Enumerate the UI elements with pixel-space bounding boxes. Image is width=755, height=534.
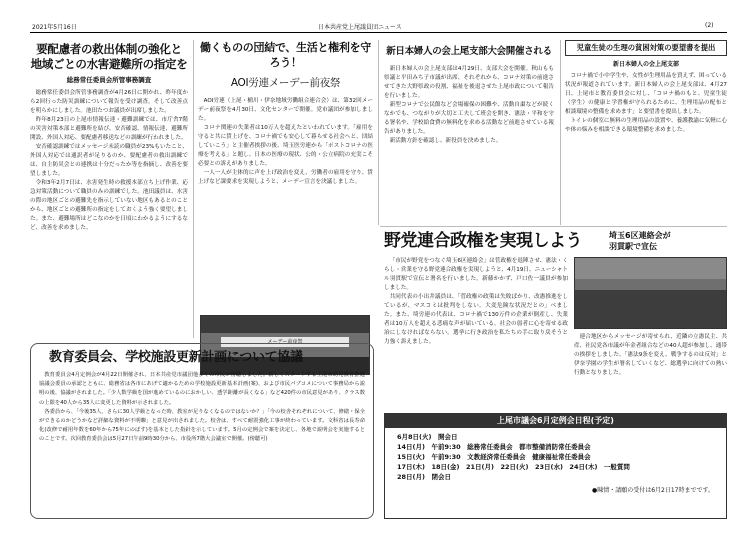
schedule-note: ●陳情・請願の受付は6月2日17時までです。 bbox=[591, 487, 714, 494]
side-title-line: 羽貫駅で宣伝 bbox=[609, 242, 657, 251]
paragraph: 連合地区からメッセージが寄せられ、近隣の立憲民主、共産、社民党各市議が年金者組合などの40人超が参加し、通帯の挨拶をしました。「憲法9条を変え、戦争するのは反対」と伊奈学園の学生が署名していくなど、総選挙に向けての熱い行動となりました。 bbox=[574, 334, 727, 376]
paragraph: 令和3年2月7日は、水害発生時の救援本部立ち上げ作業、応急対策活動について職員のみの訓練でした。池田議員は、水害の際の地区ごとの避難先を指示していない地区もあるとのことから、地区ごとの避難所の指定をしておくよう強く要望しました。また、避難場所はどこなのかを日頃にわかるようにするなど、改善を求めました。 bbox=[30, 180, 188, 231]
paragraph: 「市民が野党をつなぐ埼玉6区連絡会」は菅政権を退陣させ、憲法・くらし・営業を守る野党連合政権を実現しようと、4月19日、ニューシャトル羽貫駅で宣伝と署名を行いました。新藤かかず、戸口佐一議員が参加しました。 bbox=[384, 258, 568, 291]
article-body bbox=[198, 97, 373, 255]
article-title: 要配慮者の救出体制の強化と bbox=[36, 42, 182, 56]
article-subtitle: 総務常任委員会所管事務調査 bbox=[66, 76, 152, 84]
issue-date: 2021年5月16日 bbox=[32, 24, 77, 31]
column-divider bbox=[193, 40, 194, 338]
paragraph: 新活動方針を確認し、新役員を決めました。 bbox=[389, 138, 502, 144]
paragraph: 昨年8月23日の上尾市情報伝達・避難訓練では、市庁舎7階の災害対策本部と避難所を結び、安否確認、情報伝達、避難所開設、外国人対応、要配慮者移送などの訓練が行われました。 bbox=[30, 117, 188, 141]
article-title: 新日本婦人の会上尾支部大会開催される bbox=[386, 46, 552, 57]
paper-name: 日本共産党上尾議員団ニュース bbox=[318, 24, 402, 31]
paragraph: 共同代表の小出井議員は、「菅政権の政策は失敗ばかり、改憲推進をしているが、マスコミは批判をしない。大変危険な状況だとの」べました。また、埼労連の代表は、コロナ禍で130万件の企業が倒産し、失業者は10万人を超える悲痛な声が届いている。社会の弱者に心を寄せる政治にしなければならない。選挙に行き政治を私たちの手に取り戻そうと力強く訴えました。 bbox=[384, 294, 568, 345]
article-title: 地域ごとの水害避難所の指定を bbox=[30, 57, 188, 71]
article-women-assembly bbox=[384, 44, 554, 215]
paragraph: 各委員から、「今後35人、さらに30人学級となった時、教室が足りなくなるのではないか？」「今の校舎それぞれについて、修繕・保全ができるのかどうかなど詳細な資料が不明瞭」と意見が出されました。校舎は、すべて耐震強化工事が終わっています。文科省は長寿命化(改修で耐用年数を60年から75年にのばす)を基本とした指針を示しています。5月の定例会で案を決定し、各地で説明会を実施するとのことです。次回教育委員会は5月27日午前9時30分から、市役所7階大会議室で開催。(傍聴可) bbox=[39, 408, 365, 443]
article-subtitle: AOI労連メーデー前夜祭 bbox=[230, 77, 341, 89]
paragraph: 安否確認訓練ではメッセージ未読の職員が23%もいたこと、外国人対応では通訳者が足りるのか、要配慮者の救出訓練では、自主防災会との連携は十分だったか等を指摘し、改善を要望しました。 bbox=[30, 144, 188, 177]
article-title: 教育委員会、学校施設更新計画について協議 bbox=[49, 350, 303, 365]
article-body bbox=[30, 89, 188, 344]
paragraph: 一人一人が主体的に声を上げ政治を変え、労働者の雇用を守り、賃上げなど課要求を実現しようと、メーデー宣言を決議しました。 bbox=[198, 170, 373, 185]
photo-banner: メーデー前夜祭 bbox=[221, 337, 349, 347]
rally-photo bbox=[574, 257, 727, 329]
article-body bbox=[384, 65, 554, 215]
page-number: (2) bbox=[705, 22, 714, 29]
paragraph: 教育委員会4月定例会が4月22日開催され、日本共産党市議団他多くの市民が傍聴しました。新しくスタートする上尾市幼児教育推進協議会委員の承認とともに、総務省は各市にあげて適かるための学校施設更新基本計画(案)、および市民パブコメについて事務局から説明の後、協議がされました。「少人数学級を国が進めているのにおかしい、透学距離が長くなる」など420件の市民意見があり、クラス数の上限を40人から35人に変更した資料が示されました。 bbox=[39, 372, 365, 406]
paragraph: トイレの個室に無料の生理用品の設置や、養護教諭に気軽に心や体の悩みを相談できる環境整備を求めました。 bbox=[565, 118, 727, 133]
article-opposition-coalition bbox=[384, 230, 727, 410]
schedule-row: 6月8日(火) 開会日 bbox=[397, 433, 458, 441]
schedule-row: 28日(月) 閉会日 bbox=[397, 473, 451, 481]
article-education-board bbox=[30, 343, 374, 519]
article-title: 野党連合政権を実現しよう bbox=[384, 231, 582, 251]
column-divider bbox=[560, 40, 561, 225]
article-subtitle: 新日本婦人の会上尾支部 bbox=[612, 61, 679, 68]
column-divider bbox=[378, 40, 379, 225]
side-title-line: 埼玉6区連絡会が bbox=[609, 231, 671, 240]
schedule-row: 17日(木) 18日(金) 21日(月) 22日(火) 23日(水) 24日(木) 一般質問 bbox=[397, 463, 630, 471]
paragraph: 新型コロナで公民館など会場確保の困難や、活動自粛などが続くなかでも、つながりが大切と工夫して班会を開き、憲法・平和を守る署名や、学校給食費の無料化を求める活動など前進させている報告がありました。 bbox=[384, 102, 554, 135]
article-title: 働くものの団結で、生活と権利を守ろう！ bbox=[200, 41, 371, 69]
schedule-title: 上尾市議会6月定例会日程(予定) bbox=[385, 414, 726, 428]
section-divider bbox=[380, 226, 727, 227]
paragraph: 総務常任委員会所管事務調査が4月26日に開かれ、昨年度から2回行った防災訓練について報告を受け調査。そして改善点を明らかにしました。池田たつお議員が出席しました。 bbox=[30, 90, 188, 114]
schedule-row: 15日(火) 午前9:30 文教経済常任委員会 健康福祉常任委員会 bbox=[397, 453, 591, 461]
article-side-title bbox=[609, 230, 671, 252]
article-body bbox=[39, 371, 365, 511]
article-disaster-evacuation bbox=[30, 42, 188, 344]
paragraph: コロナ関連の失業者は10万人を超えたといわれています。「雇用を守ると共に賃上げを、コロナ禍でも安心して暮らせる社会へと、団結していこう」と主催者挨拶の後、埼玉医労連から「ポストコロナの医療を考える」と題し、日本の医療の現状、公的・公立病院の充実こそ必要との訴えがありました。 bbox=[198, 125, 373, 167]
paragraph: AOI労連（上尾・桶川・伊奈地域労働組合連合会）は、第32回メーデー前夜祭を4月30日、文化センターで開催。党市議団が参加しました。 bbox=[198, 98, 373, 122]
paragraph: 新日本婦人の会上尾支部は4月29日、支部大会を開催。秋山もも県議と平田みち子市議が出席、それぞれから、コロナ対策の前進させてきた大野県政の役割、福祉を後退させた上尾市政について報告を行いました。 bbox=[384, 66, 554, 99]
article-body bbox=[565, 72, 727, 222]
header-rule bbox=[30, 32, 727, 33]
article-period-poverty bbox=[565, 40, 727, 222]
schedule-row: 14日(月) 午前9:30 総務常任委員会 都市整備消防常任委員会 bbox=[397, 443, 591, 451]
photo-caption bbox=[574, 333, 727, 405]
paragraph: コロナ禍で小中学生や、女性が生理用品を買えず、困っている状況が報道されています。新日本婦人の会上尾支部は、4月27日、上尾市と教育委員会に対し、「コロナ禍のもと、児童生徒（学生）の健康と学習権が守られるために、生理用品の配布と相談環境の整備を求めます」と要望書を提出しました。 bbox=[565, 73, 727, 115]
article-mayday bbox=[198, 40, 373, 345]
council-schedule bbox=[384, 413, 727, 519]
article-title: 児童生徒の生理の貧困対策の要望書を提出 bbox=[565, 40, 727, 56]
article-body bbox=[384, 257, 568, 405]
